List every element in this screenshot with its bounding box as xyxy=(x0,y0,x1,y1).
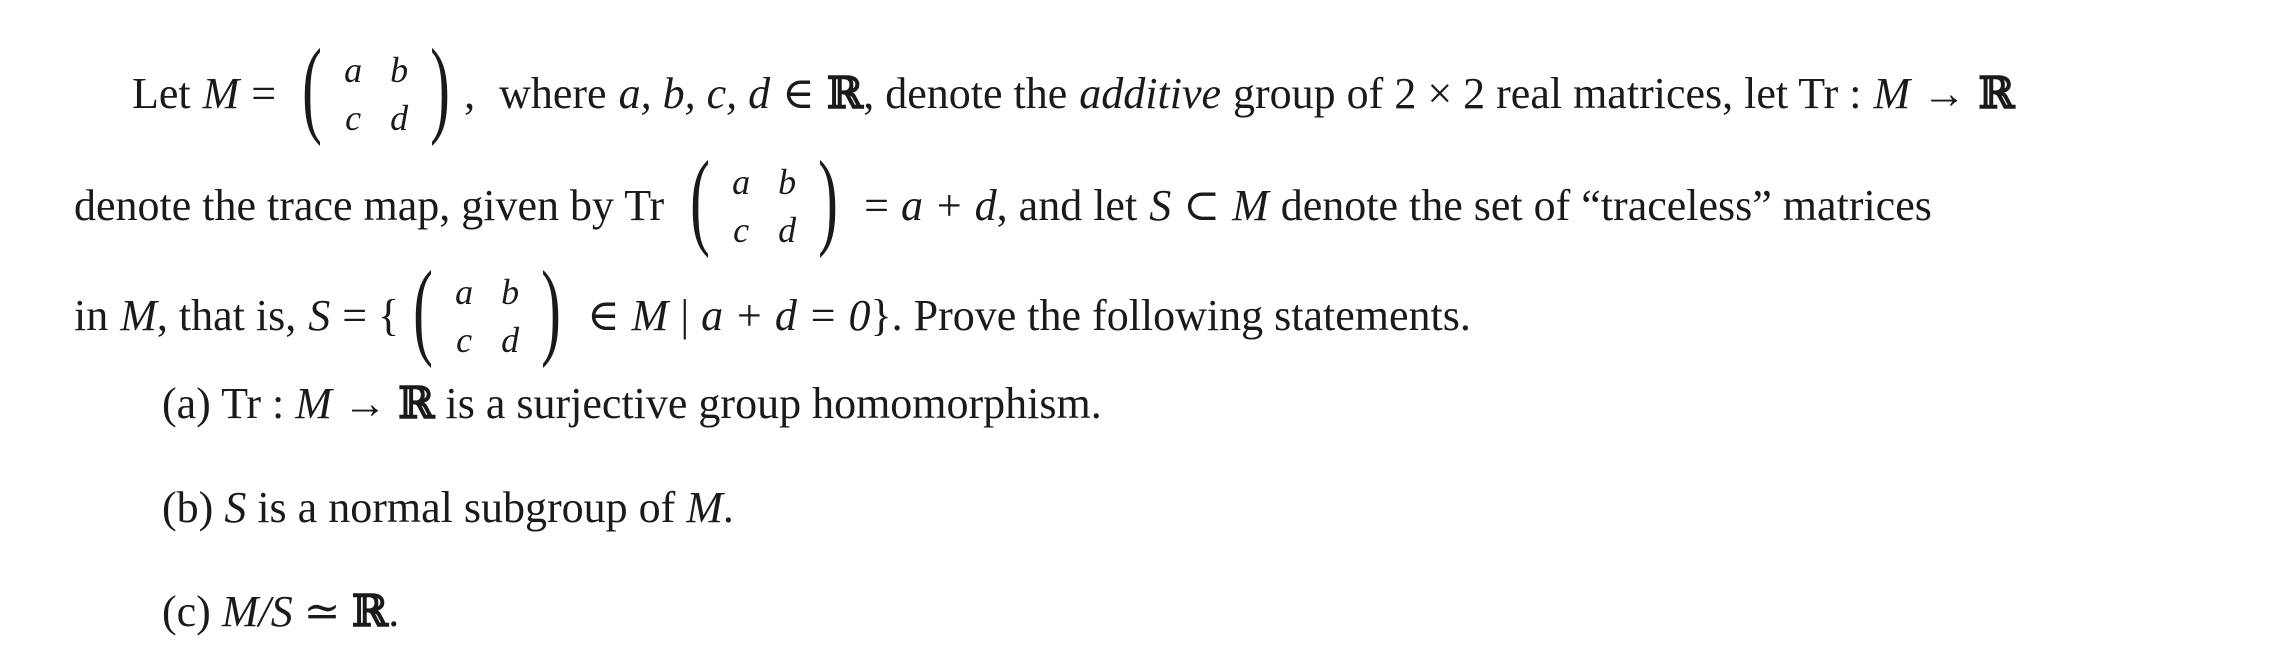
var-S: S xyxy=(308,291,331,340)
matrix-entry-a: a xyxy=(344,50,363,90)
text-in: in xyxy=(74,291,109,340)
equals-sign: = xyxy=(251,69,277,118)
quotient-M-S: M/S xyxy=(221,587,293,636)
matrix-entry-c: c xyxy=(456,320,473,360)
condition: a + d = 0 xyxy=(701,291,871,340)
text-additive: additive xyxy=(1079,69,1222,118)
isomorphism-symbol: ≃ xyxy=(303,587,341,636)
text-denote: , denote the xyxy=(863,69,1068,118)
var-S: S xyxy=(1149,181,1172,230)
matrix-entry-d: d xyxy=(390,98,409,138)
matrix-definition xyxy=(294,28,458,148)
statement-a xyxy=(162,376,1102,432)
paragraph-line-1 xyxy=(132,28,2015,148)
right-paren: ) xyxy=(430,28,450,147)
var-M: M xyxy=(686,483,723,532)
such-that-bar: | xyxy=(680,291,690,340)
statement-b xyxy=(162,480,734,536)
matrix-entry-a: a xyxy=(455,272,474,312)
matrix-entry-c: c xyxy=(345,98,362,138)
statement-c xyxy=(162,584,399,640)
text-let: Let xyxy=(132,69,191,118)
text-prove: }. Prove the following statements. xyxy=(870,291,1471,340)
matrix-entry-b: b xyxy=(778,162,797,202)
right-paren: ) xyxy=(541,250,562,369)
matrix-entry-d: d xyxy=(778,210,797,250)
statement-text: is a normal subgroup of xyxy=(257,483,676,532)
period: . xyxy=(722,483,734,532)
var-M: M xyxy=(295,379,332,428)
matrix-entry-b: b xyxy=(390,50,409,90)
var-S: S xyxy=(224,483,247,532)
arrow: → xyxy=(1922,69,1967,118)
vars-abcd: a, b, c, d xyxy=(618,69,771,118)
text-where: where xyxy=(499,69,607,118)
reals-symbol: ℝ xyxy=(1978,68,2015,119)
matrix-entry-b: b xyxy=(501,272,520,312)
matrix-entry-a: a xyxy=(732,162,751,202)
item-label: (a) xyxy=(162,379,211,428)
matrix-entry-c: c xyxy=(733,210,750,250)
period: . xyxy=(388,587,400,636)
text-trace-map: denote the trace map, given by Tr xyxy=(74,181,665,230)
text-group: group of 2 × 2 real matrices, let Tr : xyxy=(1233,69,1862,118)
left-paren: ( xyxy=(302,28,323,147)
reals-symbol: ℝ xyxy=(397,378,435,429)
var-M: M xyxy=(631,291,669,340)
matrix-trace-arg xyxy=(682,140,846,260)
reals-symbol: ℝ xyxy=(826,68,864,119)
var-M: M xyxy=(1232,181,1269,230)
text-traceless: denote the set of “traceless” matrices xyxy=(1280,181,1932,230)
equals-sign: = xyxy=(864,181,889,230)
item-label: (c) xyxy=(162,587,211,636)
matrix-entry-d: d xyxy=(501,320,520,360)
matrix-set-element xyxy=(405,250,569,370)
item-label: (b) xyxy=(162,483,214,532)
paragraph-line-3 xyxy=(74,250,1471,370)
element-of: ∈ xyxy=(782,69,815,118)
element-of: ∈ xyxy=(587,291,620,340)
paragraph-line-2 xyxy=(74,140,1932,260)
var-M: M xyxy=(1873,69,1911,118)
text-that-is: , that is, xyxy=(156,291,297,340)
expr-a-plus-d: a + d xyxy=(900,181,997,230)
reals-symbol: ℝ xyxy=(351,586,389,637)
arrow: → xyxy=(342,379,387,428)
var-M: M xyxy=(202,69,240,118)
set-open: = { xyxy=(342,291,400,340)
trace-prefix: Tr : xyxy=(221,379,285,428)
text-and-let: , and let xyxy=(996,181,1138,230)
left-paren: ( xyxy=(413,250,434,369)
left-paren: ( xyxy=(690,140,711,259)
var-M: M xyxy=(120,291,157,340)
right-paren: ) xyxy=(818,140,839,259)
subset-symbol: ⊂ xyxy=(1183,181,1221,230)
statement-text: is a surjective group homomorphism. xyxy=(445,379,1102,428)
comma: , xyxy=(464,69,476,118)
